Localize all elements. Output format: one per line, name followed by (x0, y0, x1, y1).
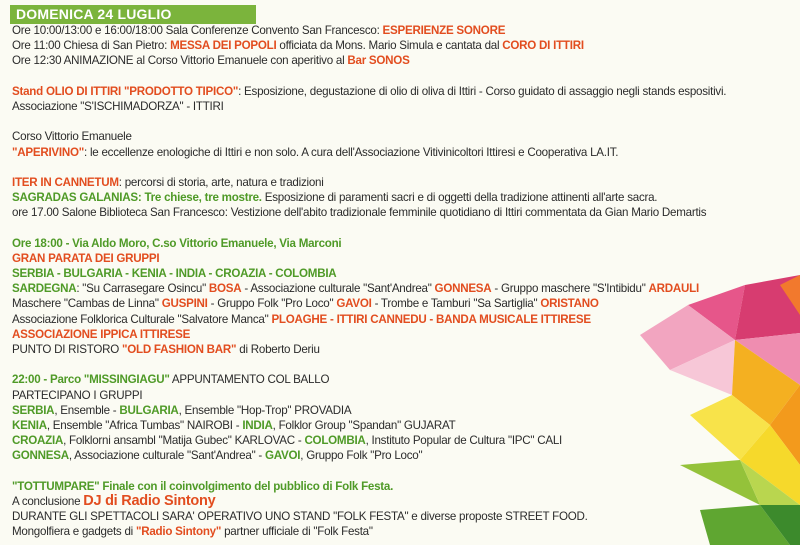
program-text: : percorsi di storia, arte, natura e tradizioni (118, 175, 324, 189)
program-text: CROAZIA (12, 434, 64, 448)
program-text: Ore 18:00 - Via Aldo Moro, C.so Vittorio Emanuele, Via Marconi (12, 236, 342, 250)
program-text: GAVOI (336, 297, 372, 311)
program-line (12, 145, 792, 160)
program-text: "Radio Sintony" (135, 525, 222, 539)
program-text: COLOMBIA (304, 434, 366, 448)
program-text: APPUNTAMENTO COL BALLO (169, 373, 330, 387)
program-text: PUNTO DI RISTORO (12, 342, 122, 356)
program-text: ORISTANO (540, 297, 599, 311)
program-text: ESPERIENZE SONORE (382, 24, 506, 37)
program-text: ore 17.00 Salone Biblioteca San Francesco: Vestizione dell'abito tradizionale femminile quotidiano di Ittiri commentata da Gian Mario Demartis (12, 206, 707, 220)
program-text: , Folklorni ansambl "Matija Gubec" KARLOVAC - (63, 434, 305, 448)
program-text: : le eccellenze enologiche di Ittiri e non solo. A cura dell'Associazione Vitivinicoltori Ittiresi e Cooperativa LA.IT. (84, 145, 619, 159)
program-text: "OLD FASHION BAR" (121, 342, 237, 356)
program-text: : Esposizione, degustazione di olio di oliva di Ittiri - Corso guidato di assaggio negli stands espositivi. (238, 84, 727, 98)
program-text: partner ufficiale di "Folk Festa" (221, 525, 373, 539)
program-text: Associazione "S'ISCHIMADORZA" - ITTIRI (12, 99, 224, 113)
program-text: , Instituto Popular de Cultura "IPC" CALI (365, 434, 563, 448)
line-spacer (12, 160, 792, 175)
program-text: CORO DI ITTIRI (502, 39, 584, 53)
program-text: MESSA DEI POPOLI (170, 39, 277, 53)
program-text: Bar SONOS (347, 54, 410, 68)
program-text: - Gruppo maschere "S'Intibidu" (491, 282, 649, 296)
program-line (12, 205, 792, 220)
program-text: Corso Vittorio Emanuele (12, 130, 132, 144)
program-line (12, 23, 792, 38)
line-spacer (12, 69, 792, 84)
program-text: - Gruppo Folk "Pro Loco" (207, 297, 337, 311)
program-text: : "Su Carrasegare Osincu" (76, 282, 209, 296)
program-line (12, 175, 792, 190)
program-line (12, 99, 792, 114)
program-text: Associazione Folklorica Culturale "Salvatore Manca" (12, 312, 272, 326)
program-line (12, 190, 792, 205)
program-text: "TOTTUMPARE" Finale con il coinvolgimento del pubblico di Folk Festa. (12, 479, 394, 493)
program-text: SERBIA (12, 403, 55, 417)
program-text: SARDEGNA (12, 282, 77, 296)
program-text: DJ di Radio Sintony (83, 492, 216, 509)
program-text: officiata da Mons. Mario Simula e cantata dal (276, 39, 503, 53)
program-text: OLIO DI ITTIRI "PRODOTTO TIPICO" (45, 84, 239, 98)
program-text: - Trombe e Tamburi "Sa Sartiglia" (371, 297, 541, 311)
program-text: , Ensemble "Hop-Trop" PROVADIA (178, 403, 352, 417)
program-text: , Ensemble - (54, 403, 120, 417)
program-text: di Roberto Deriu (236, 342, 320, 356)
program-text: ARDAULI (648, 282, 699, 296)
program-text: GONNESA (12, 449, 69, 463)
program-text: SERBIA - BULGARIA - KENIA - INDIA - CROAZIA - COLOMBIA (12, 267, 337, 280)
program-text: PLOAGHE - ITTIRI CANNEDU - BANDA MUSICALE ITTIRESE (271, 312, 591, 326)
program-text: Ore 12:30 ANIMAZIONE al Corso Vittorio Emanuele con aperitivo al (12, 54, 348, 68)
program-text: , Associazione culturale "Sant'Andrea" - (68, 449, 265, 463)
program-line (12, 84, 792, 99)
program-text: , Folklor Group "Spandan" GUJARAT (272, 418, 456, 432)
program-text: Ore 11:00 Chiesa di San Pietro: (12, 39, 171, 53)
program-text: BULGARIA (119, 403, 179, 417)
program-text: "APERIVINO" (12, 145, 85, 159)
program-text: , Ensemble "Africa Tumbas" NAIROBI - (46, 418, 243, 432)
program-line (12, 129, 792, 144)
program-text: Mongolfiera e gadgets di (12, 525, 136, 539)
program-text: GAVOI (265, 449, 301, 463)
program-text: , Gruppo Folk "Pro Loco" (300, 449, 423, 463)
program-text: GONNESA (434, 282, 492, 296)
program-text: ASSOCIAZIONE IPPICA ITTIRESE (12, 327, 191, 341)
program-text: INDIA (242, 418, 273, 432)
program-line (12, 38, 792, 53)
line-spacer (12, 114, 792, 129)
program-text: Ore 10:00/13:00 e 16:00/18:00 Sala Conferenze Convento San Francesco: (12, 24, 383, 37)
program-text: BOSA (208, 282, 242, 296)
program-text: KENIA (12, 418, 47, 432)
program-line (12, 53, 792, 68)
program-line (12, 236, 792, 251)
program-line (12, 251, 792, 266)
program-text: GUSPINI (161, 297, 208, 311)
line-spacer (12, 220, 792, 235)
decorative-polygons (640, 275, 800, 545)
program-text: - Associazione culturale "Sant'Andrea" (241, 282, 435, 296)
program-text: A conclusione (12, 494, 84, 508)
program-text: DURANTE GLI SPETTACOLI SARA' OPERATIVO UNO STAND "FOLK FESTA" e diverse proposte STREET FOOD. (12, 510, 588, 523)
program-text: Esposizione di paramenti sacri e di oggetti della tradizione attinenti all'arte sacra. (261, 191, 658, 205)
program-text: SAGRADAS GALANIAS: Tre chiese, tre mostre. (12, 191, 262, 205)
program-text: 22:00 - Parco "MISSINGIAGU" (12, 373, 170, 387)
program-text: ITER IN CANNETUM (12, 175, 119, 189)
program-text: Maschere "Cambas de Linna" (12, 297, 162, 311)
program-text: GRAN PARATA DEI GRUPPI (12, 251, 160, 265)
program-text: PARTECIPANO I GRUPPI (12, 388, 143, 402)
program-text: Stand (12, 84, 46, 98)
day-header: DOMENICA 24 LUGLIO (10, 5, 256, 24)
